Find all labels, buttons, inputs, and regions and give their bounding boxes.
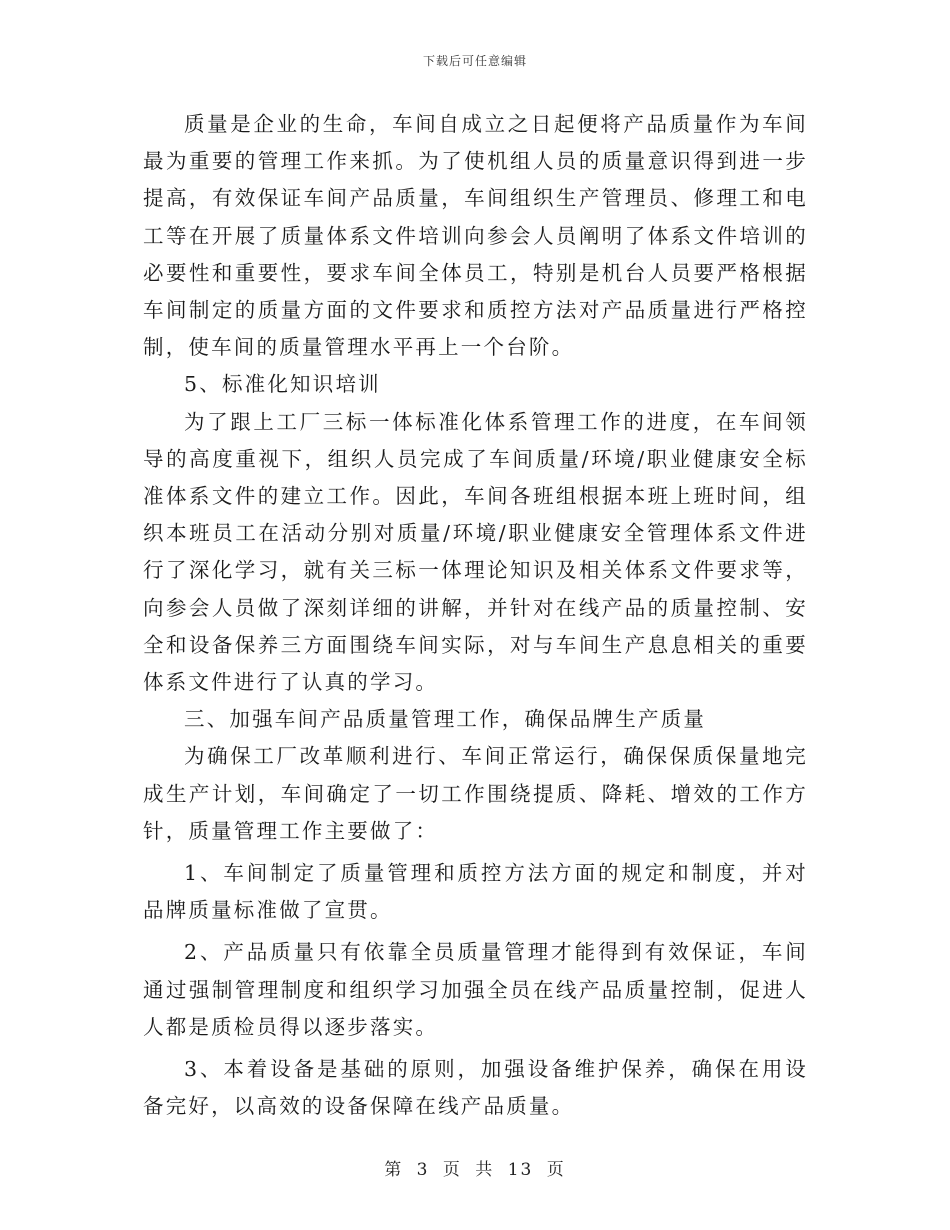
heading-standardization-training: 5、标准化知识培训 [184,372,381,397]
document-body [143,106,808,1125]
paragraph-standardization: 为了跟上工厂三标一体标准化体系管理工作的进度，在车间领导的高度重视下，组织人员完成了车间质量/环境/职业健康安全标准体系文件的建立工作。因此，车间各班组根据本班上班时间，组织本班员工在活动分别对质量/环境/职业健康安全管理体系文件进行了深化学习，就有关三标一体理论知识及相关体系文件要求等，向参会人员做了深刻详细的讲解，并针对在线产品的质量控制、安全和设备保养三方面围绕车间实际，对与车间生产息息相关的重要体系文件进行了认真的学习。 [143,409,808,695]
heading-section-three: 三、加强车间产品质量管理工作，确保品牌生产质量 [184,707,707,732]
paragraph-section-three-intro: 为确保工厂改革顺利进行、车间正常运行，确保保质保量地完成生产计划，车间确定了一切工作围绕提质、降耗、增效的工作方针，质量管理工作主要做了： [143,744,808,843]
header-note: 下载后可任意编辑 [422,54,527,68]
list-item-3: 3、本着设备是基础的原则，加强设备维护保养，确保在用设备完好，以高效的设备保障在线产品质量。 [143,1057,808,1119]
page-number: 第 3 页 共 13 页 [384,1160,566,1180]
list-item-2: 2、产品质量只有依靠全员质量管理才能得到有效保证，车间通过强制管理制度和组织学习加强全员在线产品质量控制，促进人人都是质检员得以逐步落实。 [143,940,808,1039]
paragraph-quality-intro: 质量是企业的生命，车间自成立之日起便将产品质量作为车间最为重要的管理工作来抓。为了使机组人员的质量意识得到进一步提高，有效保证车间产品质量，车间组织生产管理员、修理工和电工等在开展了质量体系文件培训向参会人员阐明了体系文件培训的必要性和重要性，要求车间全体员工，特别是机台人员要严格根据车间制定的质量方面的文件要求和质控方法对产品质量进行严格控制，使车间的质量管理水平再上一个台阶。 [143,112,808,360]
list-item-1: 1、车间制定了质量管理和质控方法方面的规定和制度，并对品牌质量标准做了宣贯。 [143,861,808,923]
